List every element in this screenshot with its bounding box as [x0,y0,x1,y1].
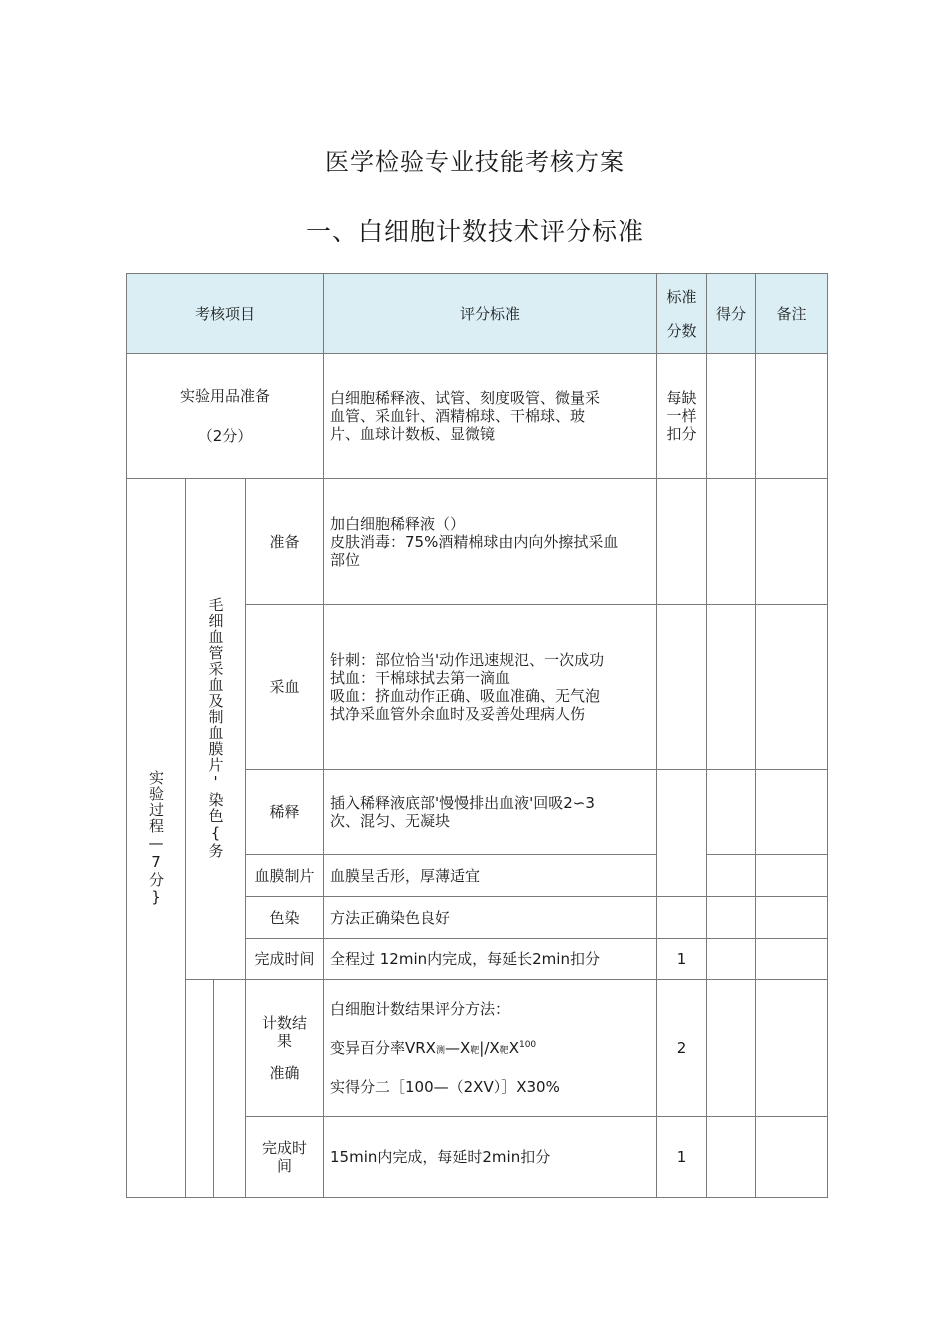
header-item: 考核项目 [127,274,324,354]
step-line: 果 [276,1032,292,1050]
formula-subscript: 靶 [499,1046,509,1056]
step-line: 完成时 [261,1139,307,1157]
score-cell[interactable] [707,855,756,897]
criteria-cell: 全程过 12min内完成，每延长2min扣分 [324,939,657,980]
criteria-line: 拭净采血管外余血时及妥善处理病人伤 [330,705,586,723]
std-line: 每缺 [666,389,697,407]
header-std-score-line2: 分数 [666,321,697,340]
criteria-cell: 方法正确染色良好 [324,897,657,939]
remark-cell[interactable] [756,1117,828,1198]
process-label: 实验过程—7分} [147,769,165,907]
formula-part: X [508,1039,519,1057]
remark-cell[interactable] [756,479,828,605]
formula-subscript: 靶 [470,1046,480,1056]
step-label: 色染 [246,897,324,939]
criteria-line: 血管、采血针、酒精棉球、干棉球、玻 [330,407,586,425]
step-label: 采血 [246,605,324,770]
std-cell [657,897,707,939]
header-std-score-line1: 标准 [666,287,697,306]
std-line: 扣分 [666,425,697,443]
score-cell[interactable] [707,770,756,855]
score-cell[interactable] [707,354,756,479]
criteria-cell: 血膜呈舌形，厚薄适宜 [324,855,657,897]
formula-part: |/X [479,1039,500,1057]
scoring-table [126,273,828,1198]
score-cell[interactable] [707,980,756,1117]
score-cell[interactable] [707,1117,756,1198]
criteria-line: 插入稀释液底部'慢慢排出血液'回吸2∽3 [330,794,595,812]
table-row [127,980,828,1117]
remark-cell[interactable] [756,855,828,897]
step-label: 血膜制片 [246,855,324,897]
std-cell [657,605,707,770]
criteria-line: 白细胞计数结果评分方法： [330,1000,511,1018]
step-line: 计数结 [261,1014,307,1032]
step-label: 完成时间 [246,939,324,980]
prep-points: （2分） [197,427,253,445]
table-row [127,354,828,479]
formula-part: —X [444,1039,471,1057]
criteria-cell: 15min内完成，每延时2min扣分 [324,1117,657,1198]
step-label: 稀释 [246,770,324,855]
criteria-line: 部位 [330,550,361,569]
formula-superscript: 100 [518,1040,537,1050]
group2-cell [186,980,214,1198]
group2-cell [214,980,246,1198]
section-title: 一、白细胞计数技术评分标准 [305,217,644,246]
formula-subscript: 测 [435,1046,445,1056]
group1-label-cell [186,479,246,980]
step-line: 间 [276,1157,292,1175]
step-line: 准确 [269,1064,300,1082]
std-cell: 2 [657,980,707,1117]
criteria-cell [324,770,657,855]
criteria-line [330,1027,650,1069]
remark-cell[interactable] [756,605,828,770]
step-label: 准备 [246,479,324,605]
score-cell[interactable] [707,605,756,770]
score-cell[interactable] [707,897,756,939]
std-cell: 1 [657,939,707,980]
prep-criteria [324,354,657,479]
header-std-score [657,274,707,354]
score-cell[interactable] [707,939,756,980]
criteria-line: 皮肤消毒：75%酒精棉球由内向外擦拭采血 [330,532,619,551]
criteria-cell [324,605,657,770]
criteria-cell [324,479,657,605]
group1-label: 毛细血管采血及制血膜片'染色{务 [206,597,225,859]
remark-cell[interactable] [756,897,828,939]
formula-part: 变异百分率VRX [330,1039,436,1057]
remark-cell[interactable] [756,980,828,1117]
table-header-row [127,274,828,354]
remark-cell[interactable] [756,770,828,855]
std-cell [657,770,707,897]
document-title: 医学检验专业技能考核方案 [325,148,625,176]
criteria-line: 针刺：部位恰当'动作迅速规氾、一次成功 [330,651,605,669]
step-label [246,1117,324,1198]
prep-item-cell [127,354,324,479]
criteria-line: 拭血：干棉球拭去第一滴血 [330,669,511,687]
criteria-cell [324,980,657,1117]
score-cell[interactable] [707,479,756,605]
criteria-line: 白细胞稀释液、试管、刻度吸管、微量采 [330,389,601,407]
std-line: 一样 [666,407,697,425]
step-label [246,980,324,1117]
criteria-line: 次、混匀、无凝块 [330,812,451,830]
std-cell: 1 [657,1117,707,1198]
prep-std [657,354,707,479]
header-remark: 备注 [756,274,828,354]
header-score: 得分 [707,274,756,354]
remark-cell[interactable] [756,354,828,479]
table-row [127,479,828,605]
remark-cell[interactable] [756,939,828,980]
prep-item: 实验用品准备 [179,387,270,405]
header-criteria: 评分标准 [324,274,657,354]
criteria-line: 加白细胞稀释液（） [330,514,466,533]
criteria-line: 吸血：挤血动作正确、吸血准确、无气泡 [330,687,601,705]
process-label-cell [127,479,186,1198]
std-cell [657,479,707,605]
criteria-line: 片、血球计数板、显微镜 [330,425,496,443]
criteria-line: 实得分二［100—（2XV）］X30% [330,1078,560,1096]
